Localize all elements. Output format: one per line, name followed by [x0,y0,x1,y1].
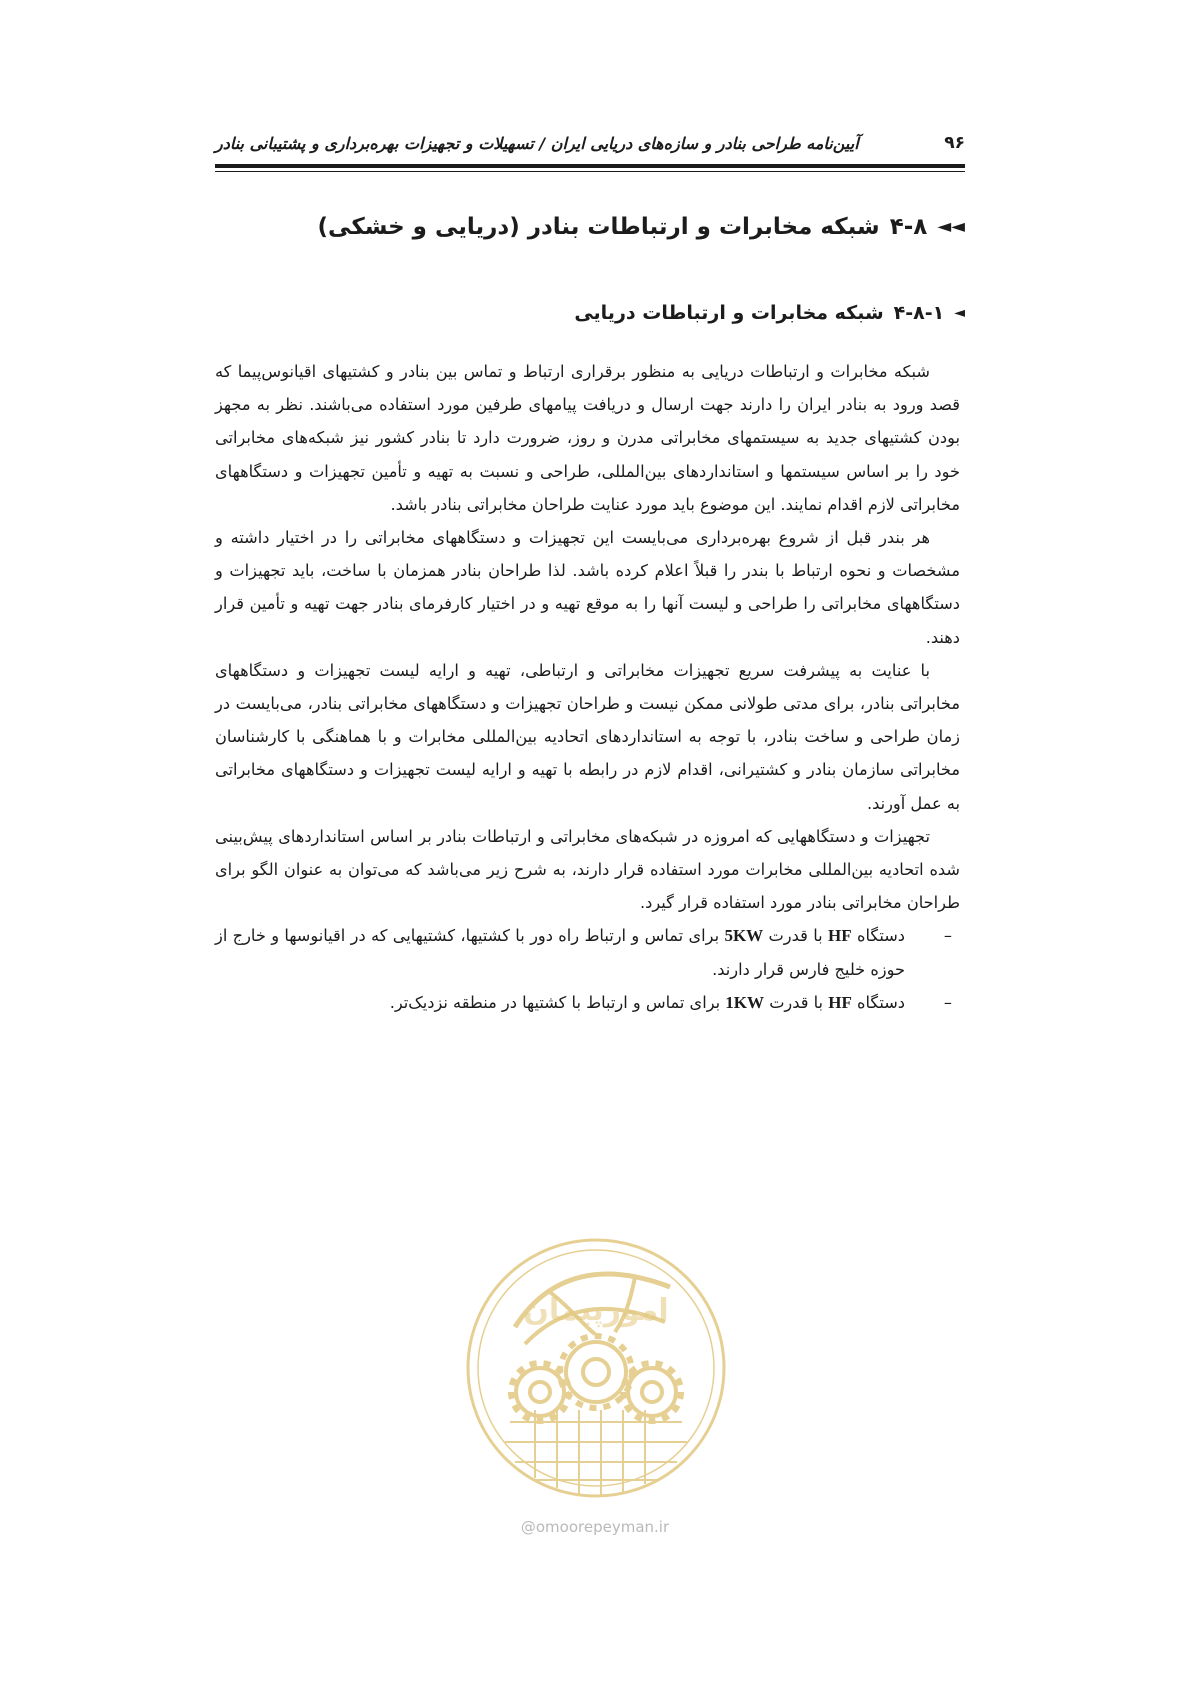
arrow-icon: ◄ [954,305,965,321]
bullet-text: با قدرت [769,992,824,1012]
logo-text: امورپیمان [523,1293,669,1328]
logo-emblem-icon [455,1232,737,1504]
list-item [215,986,960,1019]
power-value: 1KW [725,992,765,1012]
subsection-heading [574,302,965,324]
paragraph: شبکه مخابرات و ارتباطات دریایی به منظور برقراری ارتباط و تماس بین بنادر و کشتیهای اقیانوس‌پیما که قصد ورود به بنادر ایران را دارند جهت ارسال و دریافت پیامهای طرفین مورد استفاده می‌باشند. نظر به مجهز بودن کشتیهای جدید به سیستمهای مخابراتی مدرن و روز، ضرورت دارد تا بنادر کشور نیز شبکه‌های مخابراتی خود را بر اساس سیستمها و استانداردهای بین‌المللی، طراحی و نسبت به تهیه و تأمین تجهیزات و دستگاههای مخابراتی لازم اقدام نمایند. این موضوع باید مورد عنایت طراحان مخابراتی بنادر باشد. [215,362,960,514]
bullet-text: برای تماس و ارتباط راه دور با کشتیها، کشتیهایی که در اقیانوسها و خارج از حوزه خلیج فارس قرار دارند. [215,926,905,979]
running-header [215,128,965,158]
bullet-text: برای تماس و ارتباط با کشتیها در منطقه نزدیک‌تر. [389,992,721,1012]
page-number: ۹۶ [944,133,965,153]
watermark-logo [455,1232,737,1504]
paragraph: با عنایت به پیشرفت سریع تجهیزات مخابراتی و ارتباطی، تهیه و ارایه لیست تجهیزات و دستگاههای مخابراتی بنادر، برای مدتی طولانی ممکن نیست و طراحان تجهیزات و دستگاههای مخابراتی بنادر، می‌بایست در زمان طراحی و ساخت بنادر، با توجه به استانداردهای اتحادیه بین‌المللی مخابرات و با هماهنگی با کارشناسان مخابراتی سازمان بنادر و کشتیرانی، اقدام لازم در رابطه با تهیه و ارایه لیست تجهیزات و دستگاههای مخابراتی به عمل آورند. [215,660,960,813]
device-name: HF [828,926,852,946]
list-item [215,919,960,985]
header-rule-thick [215,164,965,168]
paragraph: تجهیزات و دستگاههایی که امروزه در شبکه‌های مخابراتی و ارتباطات بنادر بر اساس استانداردهای پیش‌بینی شده اتحادیه بین‌المللی مخابرات مورد استفاده قرار دارند، به شرح زیر می‌باشد که می‌توان به عنوان الگو برای طراحان مخابراتی بنادر مورد استفاده قرار گیرد. [215,826,960,913]
dash-icon: – [943,926,952,946]
running-header-title: آیین‌نامه طراحی بنادر و سازه‌های دریایی ایران / تسهیلات و تجهیزات بهره‌برداری و پشتیبانی بنادر [215,133,859,153]
double-arrow-icon: ◄◄ [937,216,965,237]
dash-icon: – [943,992,952,1012]
bullet-text: دستگاه [856,992,905,1012]
device-name: HF [828,992,852,1012]
body-text [215,355,960,1019]
paragraph: هر بندر قبل از شروع بهره‌برداری می‌بایست این تجهیزات و دستگاههای مخابراتی را در اختیار داشته و مشخصات و نحوه ارتباط با بندر را قبلاً اعلام کرده باشد. لذا طراحان بنادر همزمان با ساخت، باید تجهیزات و دستگاههای مخابراتی را طراحی و لیست آنها را به موقع تهیه و در اختیار کارفرمای بنادر جهت تهیه و تأمین قرار دهند. [215,528,960,647]
header-rule-thin [215,171,965,172]
bullet-list [215,919,960,1019]
bullet-text: دستگاه [856,926,905,946]
subsection-number: ۴-۸-۱ [893,302,945,324]
power-value: 5KW [724,926,764,946]
section-title: شبکه مخابرات و ارتباطات بنادر (دریایی و خشکی) [317,214,880,240]
section-number: ۴-۸ [889,214,928,240]
bullet-text: با قدرت [768,926,823,946]
subsection-title: شبکه مخابرات و ارتباطات دریایی [574,302,884,324]
section-heading [318,214,965,240]
watermark-url: @omoorepeyman.ir [520,1518,670,1536]
